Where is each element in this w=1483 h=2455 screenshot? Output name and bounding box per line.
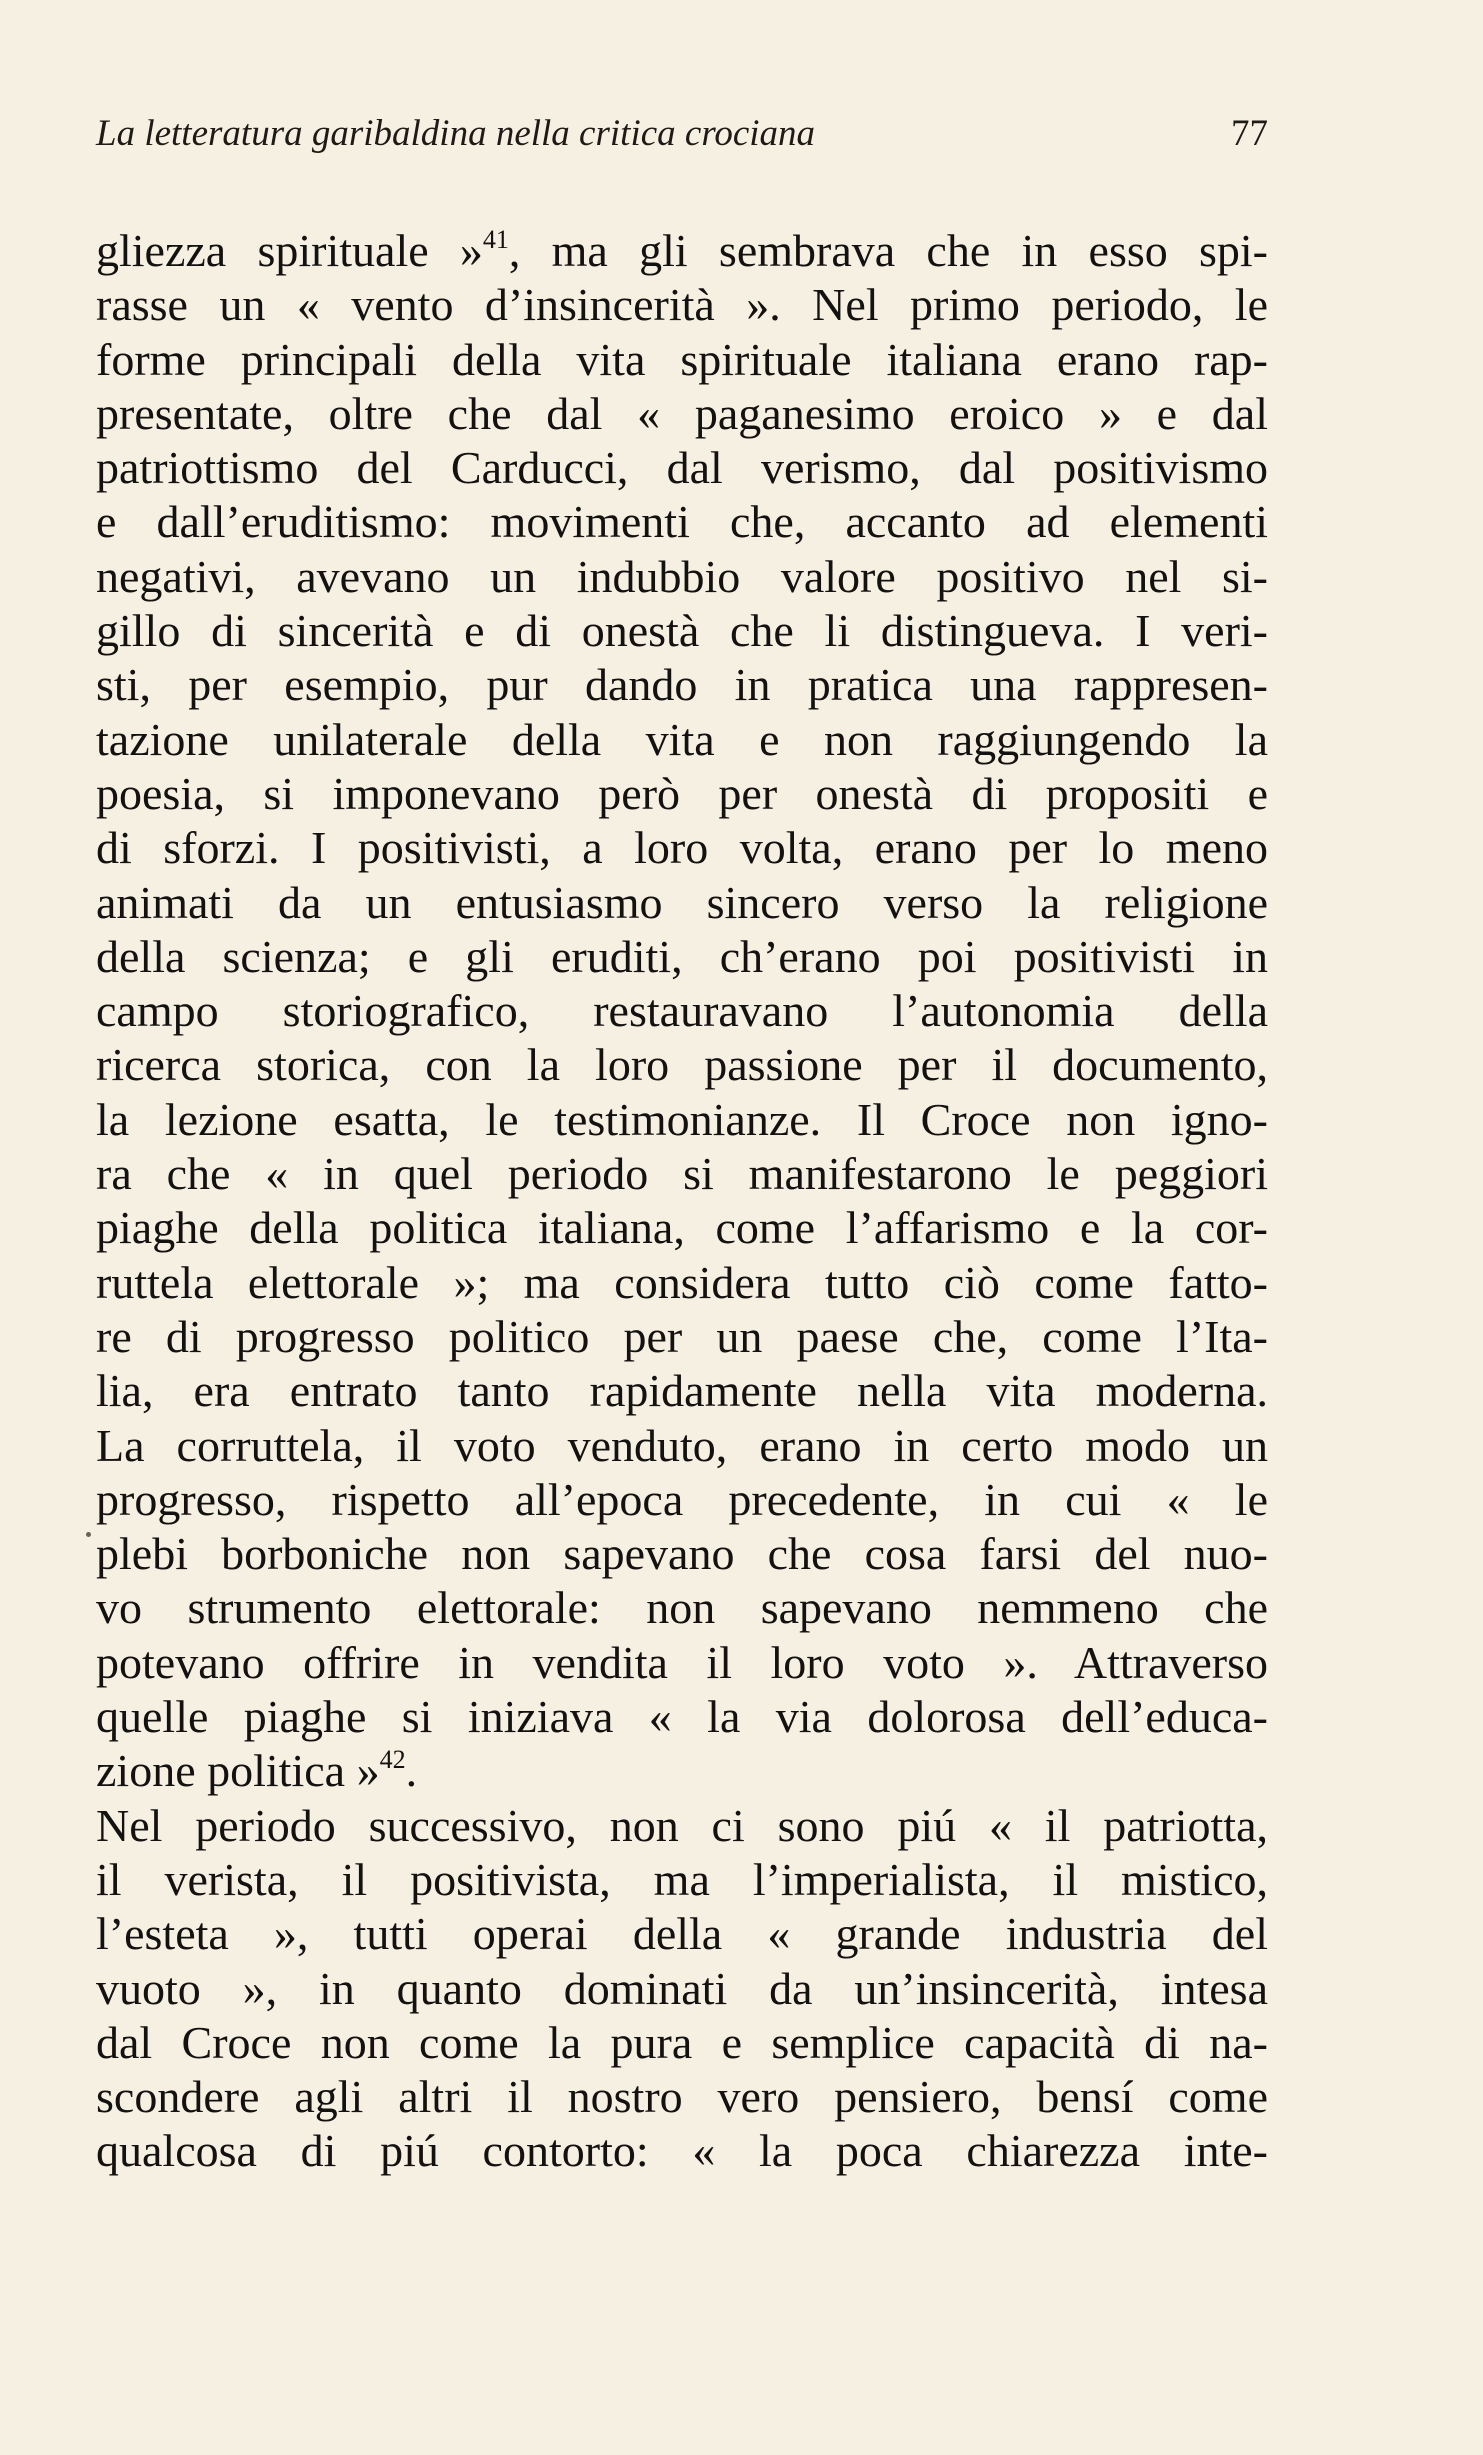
text-line-content: lia, era entrato tanto rapidamente nella vita moderna. bbox=[96, 1365, 1268, 1417]
margin-speck bbox=[86, 1532, 91, 1537]
text-line-content: vo strumento elettorale: non sapevano nemmeno che bbox=[96, 1582, 1268, 1634]
text-line-content: plebi borboniche non sapevano che cosa farsi del nuo- bbox=[96, 1528, 1268, 1580]
footnote-reference: 42 bbox=[379, 1745, 406, 1775]
text-line bbox=[96, 821, 1268, 875]
text-line-content: scondere agli altri il nostro vero pensiero, bensí come bbox=[96, 2071, 1268, 2123]
text-line-content: l’esteta », tutti operai della « grande industria del bbox=[96, 1908, 1268, 1960]
text-line-content: rasse un « vento d’insincerità ». Nel primo periodo, le bbox=[96, 279, 1268, 331]
text-line bbox=[96, 2124, 1268, 2178]
text-line-content: tazione unilaterale della vita e non raggiungendo la bbox=[96, 713, 1268, 765]
text-line-content: vuoto », in quanto dominati da un’insincerità, intesa bbox=[96, 1962, 1268, 2014]
text-line bbox=[96, 550, 1268, 604]
text-line-tail: , ma gli sembrava che in esso spi- bbox=[508, 225, 1268, 276]
text-line-content: forme principali della vita spirituale italiana erano rap- bbox=[96, 333, 1268, 385]
text-line-content: presentate, oltre che dal « paganesimo eroico » e dal bbox=[96, 387, 1268, 439]
text-line-content: progresso, rispetto all’epoca precedente, in cui « le bbox=[96, 1473, 1268, 1525]
text-line bbox=[96, 441, 1268, 495]
text-line-content: potevano offrire in vendita il loro voto ». Attraverso bbox=[96, 1636, 1268, 1688]
text-line bbox=[96, 1527, 1268, 1581]
text-line bbox=[96, 1256, 1268, 1310]
text-line bbox=[96, 1799, 1268, 1853]
text-line-content: dal Croce non come la pura e semplice capacità di na- bbox=[96, 2016, 1268, 2068]
running-title: La letteratura garibaldina nella critica crociana bbox=[96, 113, 816, 154]
text-line-content: ra che « in quel periodo si manifestarono le peggiori bbox=[96, 1148, 1268, 1200]
text-line-content: zione politica » bbox=[96, 1745, 380, 1797]
text-line-content: gliezza spirituale » bbox=[96, 225, 483, 276]
text-line-tail: . bbox=[405, 1745, 418, 1797]
text-line bbox=[96, 1473, 1268, 1527]
text-line bbox=[96, 1690, 1268, 1744]
running-header bbox=[96, 112, 1268, 172]
text-line-content: ruttela elettorale »; ma considera tutto ciò come fatto- bbox=[96, 1256, 1268, 1308]
text-line bbox=[96, 278, 1268, 332]
text-line bbox=[96, 1907, 1268, 1961]
text-line-content: piaghe della politica italiana, come l’affarismo e la cor- bbox=[96, 1202, 1268, 1254]
text-line bbox=[96, 1744, 1268, 1798]
text-line bbox=[96, 2016, 1268, 2070]
text-line bbox=[96, 1038, 1268, 1092]
text-line bbox=[96, 1636, 1268, 1690]
text-line bbox=[96, 1853, 1268, 1907]
text-line bbox=[96, 1364, 1268, 1418]
body-text bbox=[96, 224, 1268, 2179]
text-line bbox=[96, 1962, 1268, 2016]
text-line-content: gillo di sincerità e di onestà che li distingueva. I veri- bbox=[96, 605, 1268, 657]
text-line bbox=[96, 495, 1268, 549]
text-line-content: ricerca storica, con la loro passione per il documento, bbox=[96, 1039, 1268, 1091]
text-line-content: di sforzi. I positivisti, a loro volta, erano per lo meno bbox=[96, 822, 1268, 874]
text-line bbox=[96, 2070, 1268, 2124]
text-line bbox=[96, 1419, 1268, 1473]
text-line-content: patriottismo del Carducci, dal verismo, dal positivismo bbox=[96, 442, 1268, 494]
text-line bbox=[96, 876, 1268, 930]
text-line-content: re di progresso politico per un paese che, come l’Ita- bbox=[96, 1310, 1268, 1362]
text-line-content: la lezione esatta, le testimonianze. Il Croce non igno- bbox=[96, 1093, 1268, 1145]
text-line bbox=[96, 1093, 1268, 1147]
text-line bbox=[96, 767, 1268, 821]
text-line bbox=[96, 387, 1268, 441]
text-line bbox=[96, 1581, 1268, 1635]
text-line-content: Nel periodo successivo, non ci sono piú « il patriotta, bbox=[96, 1799, 1268, 1851]
text-line-content: e dall’eruditismo: movimenti che, accanto ad elementi bbox=[96, 496, 1268, 548]
text-line bbox=[96, 1201, 1268, 1255]
footnote-reference: 41 bbox=[482, 225, 509, 254]
text-line bbox=[96, 604, 1268, 658]
text-line-content: il verista, il positivista, ma l’imperialista, il mistico, bbox=[96, 1853, 1268, 1905]
text-line-content: campo storiografico, restauravano l’autonomia della bbox=[96, 985, 1268, 1037]
text-line bbox=[96, 930, 1268, 984]
text-line-content: sti, per esempio, pur dando in pratica una rappresen- bbox=[96, 659, 1268, 711]
text-line-content: poesia, si imponevano però per onestà di propositi e bbox=[96, 767, 1268, 819]
page-number: 77 bbox=[1231, 113, 1268, 154]
text-line-content: negativi, avevano un indubbio valore positivo nel si- bbox=[96, 550, 1268, 602]
text-line bbox=[96, 658, 1268, 712]
text-line bbox=[96, 1310, 1268, 1364]
text-line bbox=[96, 224, 1268, 278]
text-line bbox=[96, 713, 1268, 767]
text-line-content: qualcosa di piú contorto: « la poca chiarezza inte- bbox=[96, 2125, 1268, 2177]
text-line-content: quelle piaghe si iniziava « la via dolorosa dell’educa- bbox=[96, 1691, 1268, 1743]
text-line bbox=[96, 1147, 1268, 1201]
text-line bbox=[96, 333, 1268, 387]
text-line-content: della scienza; e gli eruditi, ch’erano poi positivisti in bbox=[96, 930, 1268, 982]
text-line-content: La corruttela, il voto venduto, erano in certo modo un bbox=[96, 1419, 1268, 1471]
text-line bbox=[96, 984, 1268, 1038]
text-line-content: animati da un entusiasmo sincero verso la religione bbox=[96, 876, 1268, 928]
